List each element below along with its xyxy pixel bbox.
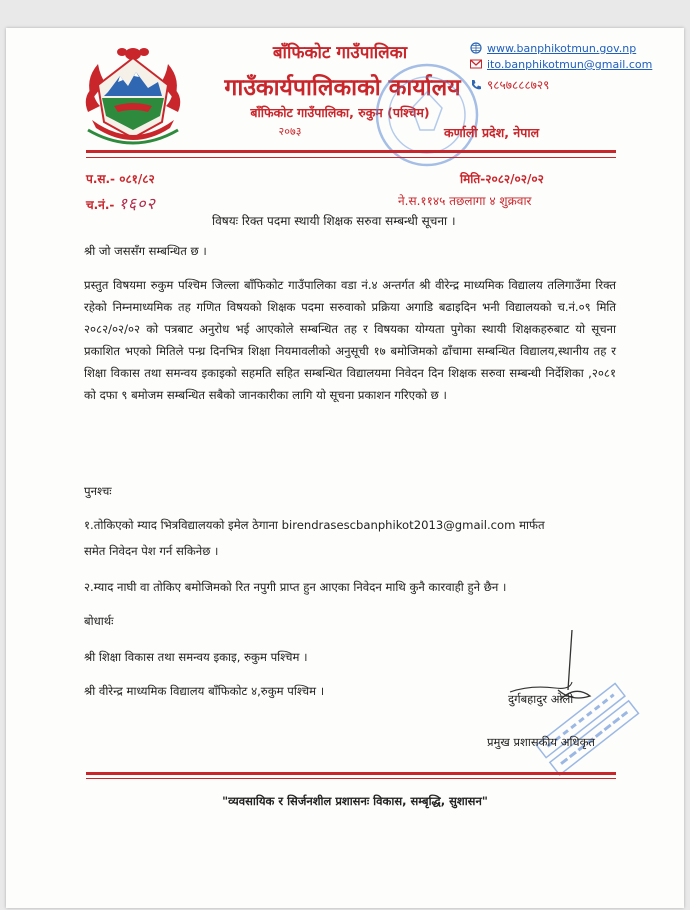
dispatch-handwritten-number: १६०२: [118, 194, 156, 213]
dispatch-number: [86, 192, 156, 214]
notice-paragraph: प्रस्तुत विषयमा रुकुम पश्चिम जिल्ला बाँफिकोट गाउँपालिका वडा नं.४ अन्तर्गत श्री वीरेन्द्र माध्यमिक विद्यालय तलिगाउँमा रिक्त रहेको निम्नमाध्यमिक तह गणित विषयको शिक्षक पदमा सरुवाको प्रक्रिया अगाडि बढाइदिन भनी विद्यालयको च.नं.०९ मिति २०८२/०२/०२ को पत्रबाट अनुरोध भई आएकोले सम्बन्धित तह र विषयका योग्यता पुगेका स्थायी शिक्षकहरुबाट यो सूचना प्रकाशित भएको मितिले पन्ध्र दिनभित्र शिक्षा नियमावलीको अनुसूची १७ बमोजिमको ढाँचामा सम्बन्धित विद्यालय,स्थानीय तह र शिक्षा विकास तथा समन्वय इकाइको सहमति सहित सम्बन्धित विद्यालयमा निवेदन दिन शिक्षक सरुवा सम्बन्धी निर्देशिका ,२०८१ को दफा ९ बमोजम सम्बन्धित सबैको जानकारीका लागि यो सूचना प्रकाशन गरिएको छ ।: [84, 278, 616, 402]
gmail-icon: [470, 58, 482, 70]
phone-number: [470, 76, 549, 93]
letter-reference-number: प.स.- ०८१/८२: [86, 172, 155, 186]
municipality-emblem-icon: [78, 40, 188, 150]
province-text: कर्णाली प्रदेश, नेपाल: [444, 125, 540, 140]
website-text: www.banphikotmun.gov.np: [487, 42, 637, 55]
website-link[interactable]: [470, 42, 636, 55]
dispatch-label: च.नं.-: [86, 198, 119, 212]
globe-icon: [470, 42, 482, 54]
office-title: गाउँकार्यपालिकाको कार्यालय: [224, 75, 461, 101]
cc-heading: बोधार्थः: [84, 614, 114, 628]
postscript-point-1-continued: समेत निवेदन पेश गर्न सकिनेछ ।: [84, 544, 219, 558]
phone-icon: [470, 79, 482, 91]
cc-recipient-1: श्री शिक्षा विकास तथा समन्वय इकाइ, रुकुम पश्चिम ।: [84, 650, 308, 664]
salutation: श्री जो जससँग सम्बन्धित छ ।: [84, 244, 207, 258]
letter-date: मिति-२०८२/०२/०२: [460, 172, 544, 186]
officer-rubber-stamp-icon: [528, 670, 648, 794]
email-link[interactable]: [470, 58, 652, 71]
office-name: बाँफिकोट गाउँपालिका: [272, 43, 408, 63]
nepal-sambat-date: ने.स.११४५ तछलागा ४ शुक्रवार: [398, 194, 532, 208]
footer-divider-bottom: [86, 778, 616, 779]
office-address: बाँफिकोट गाउँपालिका, रुकुम (पश्चिम): [250, 105, 430, 120]
letter-subject: विषयः रिक्त पदमा स्थायी शिक्षक सरुवा सम्बन्धी सूचना ।: [212, 214, 456, 228]
signatory-title: प्रमुख प्रशासकीय अधिकृत: [487, 735, 595, 749]
email-text: ito.banphikotmun@gmail.com: [487, 58, 653, 71]
postscript-point-2: २.म्याद नाघी वा तोकिए बमोजिमको रित नपुगी प्राप्त हुन आएका निवेदन माथि कुनै कारवाही हुने छैन ।: [84, 580, 507, 594]
signatory-name: दुर्गबहादुर ओली: [508, 692, 574, 706]
postscript-heading: पुनश्चः: [84, 484, 112, 498]
postscript-point-1: १.तोकिएको म्याद भित्रविद्यालयको इमेल ठेगाना birendrasescbanphikot2013@gmail.com मार्फत: [84, 518, 545, 532]
footer-divider-top: [86, 772, 616, 775]
cc-recipient-2: श्री वीरेन्द्र माध्यमिक विद्यालय बाँफिकोट ४,रुकुम पश्चिम ।: [84, 684, 325, 698]
footer-motto: "व्यवसायिक र सिर्जनशील प्रशासनः विकास, सम्बृद्धि, सुशासन": [222, 794, 488, 808]
header-divider-top: [86, 150, 616, 153]
phone-text: ९८५७८८८७२९: [487, 78, 550, 92]
header-divider-bottom: [86, 157, 616, 158]
office-year: २०७३: [278, 125, 302, 138]
